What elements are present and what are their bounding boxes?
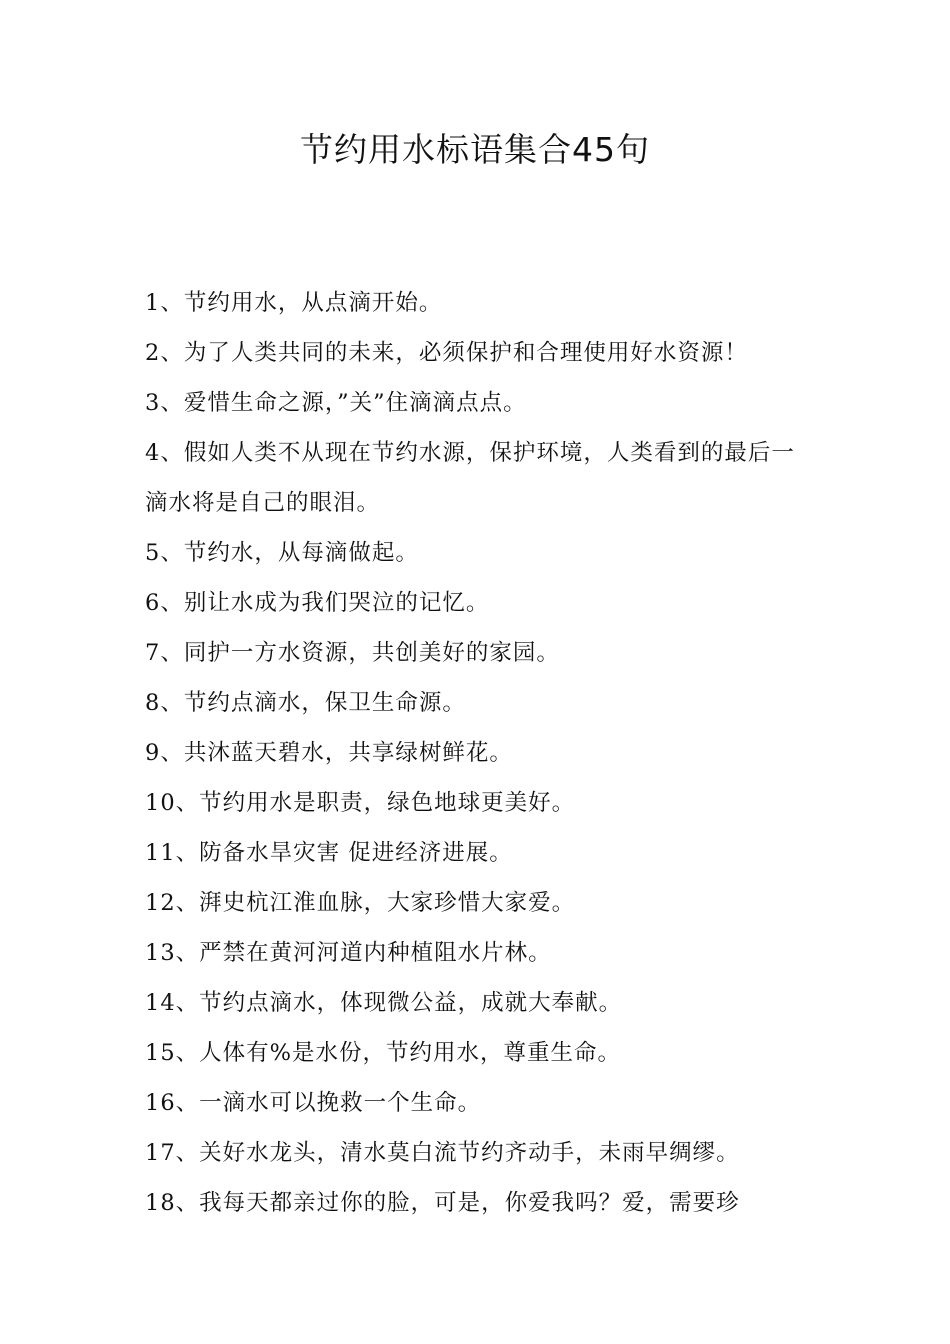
slogan-item: 10、节约用水是职责，绿色地球更美好。 (145, 790, 576, 816)
slogan-item: 1、节约用水，从点滴开始。 (145, 290, 443, 316)
slogan-item: 13、严禁在黄河河道内种植阻水片林。 (145, 940, 552, 966)
slogan-item: 6、别让水成为我们哭泣的记忆。 (145, 590, 490, 616)
slogan-item: 4、假如人类不从现在节约水源，保护环境，人类看到的最后一滴水将是自己的眼泪。 (145, 440, 795, 516)
slogan-item: 16、一滴水可以挽救一个生命。 (145, 1090, 482, 1116)
slogan-item: 8、节约点滴水，保卫生命源。 (145, 690, 466, 716)
slogan-item: 18、我每天都亲过你的脸，可是，你爱我吗？爱，需要珍 (145, 1190, 740, 1216)
document-title: 节约用水标语集合45句 (300, 130, 650, 169)
slogan-item: 3、爱惜生命之源，”关”住滴滴点点。 (145, 390, 527, 416)
slogan-item: 15、人体有%是水份，节约用水，尊重生命。 (145, 1040, 622, 1066)
slogan-item: 7、同护一方水资源，共创美好的家园。 (145, 640, 560, 666)
slogan-item: 5、节约水，从每滴做起。 (145, 540, 419, 566)
slogan-item: 11、防备水旱灾害 促进经济进展。 (145, 840, 513, 866)
slogan-list (145, 278, 810, 1228)
slogan-item: 9、共沐蓝天碧水，共享绿树鲜花。 (145, 740, 513, 766)
slogan-item: 14、节约点滴水，体现微公益，成就大奉献。 (145, 990, 623, 1016)
slogan-item: 2、为了人类共同的未来，必须保护和合理使用好水资源！ (145, 340, 748, 366)
slogan-item: 12、湃史杭江淮血脉，大家珍惜大家爱。 (145, 890, 576, 916)
slogan-item: 17、关好水龙头，清水莫白流节约齐动手，未雨早绸缪。 (145, 1140, 740, 1166)
